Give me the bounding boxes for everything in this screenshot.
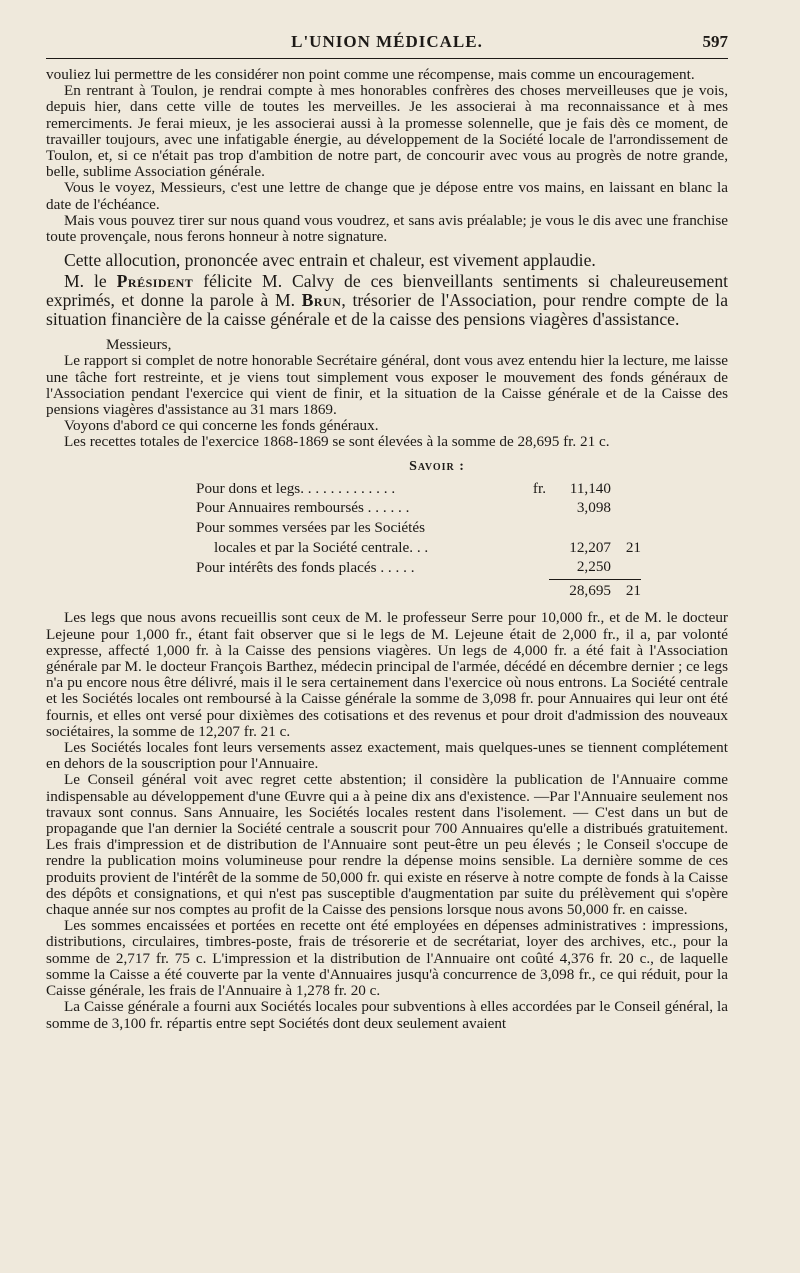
ledger-cents (611, 559, 641, 579)
journal-title: L'UNION MÉDICALE. (291, 32, 483, 51)
ledger-row (196, 481, 641, 501)
ledger-currency (524, 520, 549, 540)
paragraph: Les Sociétés locales font leurs versements assez exactement, mais quelques-unes se tiennent complétement en dehors de la souscription pour l'Annuaire. (46, 739, 728, 773)
ledger-amount (549, 520, 611, 540)
ledger-label: Pour Annuaires remboursés . . . . . . (196, 499, 410, 517)
ledger-cents (611, 500, 641, 520)
page-number: 597 (702, 32, 728, 51)
ledger-row (196, 540, 641, 560)
paragraph: vouliez lui permettre de les considérer non point comme une récompense, mais comme un encouragement. (46, 66, 695, 83)
ledger-row (196, 520, 641, 540)
applause-paragraph: Cette allocution, prononcée avec entrain et chaleur, est vivement applaudie. (64, 250, 596, 271)
paragraph: Le Conseil général voit avec regret cette abstention; il considère la publication de l'Annuaire comme indispensable au développement d'une Œuvre qui a à peine dix ans d'existence. —Par l'Annuaire seulement nos travaux sont connus. Sans Annuaire, les Sociétés locales restent dans l'isolement. — C'est dans un but de propagande que l'an dernier la Société centrale a souscrit pour 700 Annuaires qu'elle a distribués gratuitement. Les frais d'impression et de distribution de l'Annuaire sont peut-être un peu élevés ; le Conseil s'occupe de rendre la publication moins volumineuse pour rendre la dépense moins sensible. La dernière somme de ces produits provient de l'intérêt de la somme de 50,000 fr. qui existe en réserve à notre compte de fonds à la Caisse des dépôts et consignations, et qui n'est pas susceptible d'augmentation par suite du prélèvement qui s'opère chaque année sur nos comptes au profit de la Caisse des pensions lorsque nous avons 50,000 fr. en caisse. (46, 771, 728, 919)
running-head (46, 30, 728, 59)
ledger-label: Pour dons et legs. . . . . . . . . . . . . (196, 479, 396, 497)
speaker-name: Brun (301, 290, 342, 311)
ledger-amount: 11,140 (569, 479, 611, 497)
ledger-amount: 12,207 (569, 538, 611, 556)
ledger-label: Pour intérêts des fonds placés . . . . . (196, 558, 415, 576)
ledger-label (196, 579, 524, 602)
paragraph: Les recettes totales de l'exercice 1868-1869 se sont élevées à la somme de 28,695 fr. 21 c. (64, 433, 610, 451)
president-title: Président (116, 271, 194, 292)
paragraph: Les sommes encaissées et portées en recette ont été employées en dépenses administratives : impressions, distributions, circulaires, timbres-poste, frais de trésorerie et de secrétariat, loyer des archives, etc., pour la somme de 2,717 fr. 75 c. L'impression et la distribution de l'Annuaire ont coûté 4,376 fr. 20 c., de laquelle somme la Caisse a été couverte par la vente d'Annuaires jusqu'à concurrence de 3,098 fr., ce qui réduit, pour la Caisse générale, les frais de l'Annuaire à 1,278 fr. 20 c. (46, 917, 728, 1000)
ledger-cents (611, 481, 641, 501)
ledger-amount: 3,098 (576, 499, 611, 517)
paragraph: Les legs que nous avons recueillis sont ceux de M. le professeur Serre pour 10,000 fr., et de M. le docteur Lejeune pour 1,000 fr., étant fait observer que si le legs de M. Lejeune était de 2,000 fr., il a, par volonté expresse, affecté 1,000 fr. à la Caisse des pensions viagères. Un legs de 4,000 fr. a été fait à l'Association générale par M. le docteur François Barthez, médecin principal de l'armée, décédé en décembre dernier ; ce legs n'a pu encore nous être délivré, mais il le sera certainement dans l'exercice où nous entrons. La Société centrale et les Sociétés locales ont remboursé à la Caisse générale la somme de 3,098 fr. pour Annuaires qui leur ont été fournis, et elles ont versé pour dixièmes des cotisations et des revenus et pour droit d'admission des nouveaux sociétaires, la somme de 12,207 fr. 21 c. (46, 609, 728, 740)
paragraph: Mais vous pouvez tirer sur nous quand vous voudrez, et sans avis préalable; je vous le dis avec une franchise toute provençale, nous ferons honneur à notre signature. (46, 211, 728, 246)
receipts-table (196, 481, 641, 603)
ledger-currency (524, 579, 549, 602)
ledger-label: Pour sommes versées par les Sociétés (196, 519, 426, 537)
ledger-currency: fr. (532, 479, 546, 497)
ledger-total-amount: 28,695 (549, 579, 611, 602)
salutation: Messieurs, (106, 336, 172, 354)
ledger-cents (611, 520, 641, 540)
ledger-currency (524, 500, 549, 520)
ledger-total-cents: 21 (611, 579, 641, 602)
text-run: félicite M. Calvy de ces bienveillants sentiments si chaleureusement exprimés, et donne la parole à M. (46, 271, 729, 311)
savoir-heading: Savoir : (409, 458, 465, 474)
ledger-row (196, 500, 641, 520)
paragraph: La Caisse générale a fourni aux Sociétés locales pour subventions à elles accordées par le Conseil général, la somme de 3,100 fr. répartis entre sept Sociétés dont deux seulement avaient (46, 998, 728, 1032)
ledger-currency (524, 559, 549, 579)
ledger-label: locales et par la Société centrale. . . (214, 538, 429, 556)
president-paragraph (46, 272, 728, 329)
ledger-total-row (196, 579, 641, 602)
paragraph: Le rapport si complet de notre honorable Secrétaire général, dont vous avez entendu hier la lecture, me laisse une tâche fort restreinte, et je viens tout simplement vous exposer le mouvement des fonds généraux de l'Association pendant l'exercice qui vient de finir, et la situation de la Caisse générale et de la Caisse des pensions viagères d'assistance au 31 mars 1869. (46, 352, 728, 419)
ledger-row (196, 559, 641, 579)
ledger-amount: 2,250 (576, 558, 611, 576)
ledger-cents: 21 (625, 538, 641, 556)
paragraph: En rentrant à Toulon, je rendrai compte à mes honorables confrères des choses merveilleuses que je vois, depuis hier, dans cette ville de toutes les merveilles. Je les associerai à ma reconnaissance et à mes remerciments. Je ferai mieux, je les associerai aussi à la promesse solennelle, que je fais dès ce moment, de travailler toujours, avec une infatigable énergie, au développement de la Société locale de l'arrondissement de Toulon, et, si ce n'était pas trop d'ambition de notre part, de concourir avec vous au progrès de notre grande, belle, sublime Association générale. (46, 82, 728, 181)
article-body (46, 67, 728, 1032)
ledger-currency (524, 540, 549, 560)
paragraph: Voyons d'abord ce qui concerne les fonds généraux. (64, 417, 379, 435)
receipts-ledger (46, 481, 728, 603)
text-run: , trésorier de l'Association, pour rendre compte de la situation financière de la caisse générale et de la caisse des pensions viagères d'assistance. (46, 290, 729, 330)
text-run: M. le (64, 271, 107, 292)
paragraph: Vous le voyez, Messieurs, c'est une lettre de change que je dépose entre vos mains, en laissant en blanc la date de l'échéance. (46, 179, 728, 213)
